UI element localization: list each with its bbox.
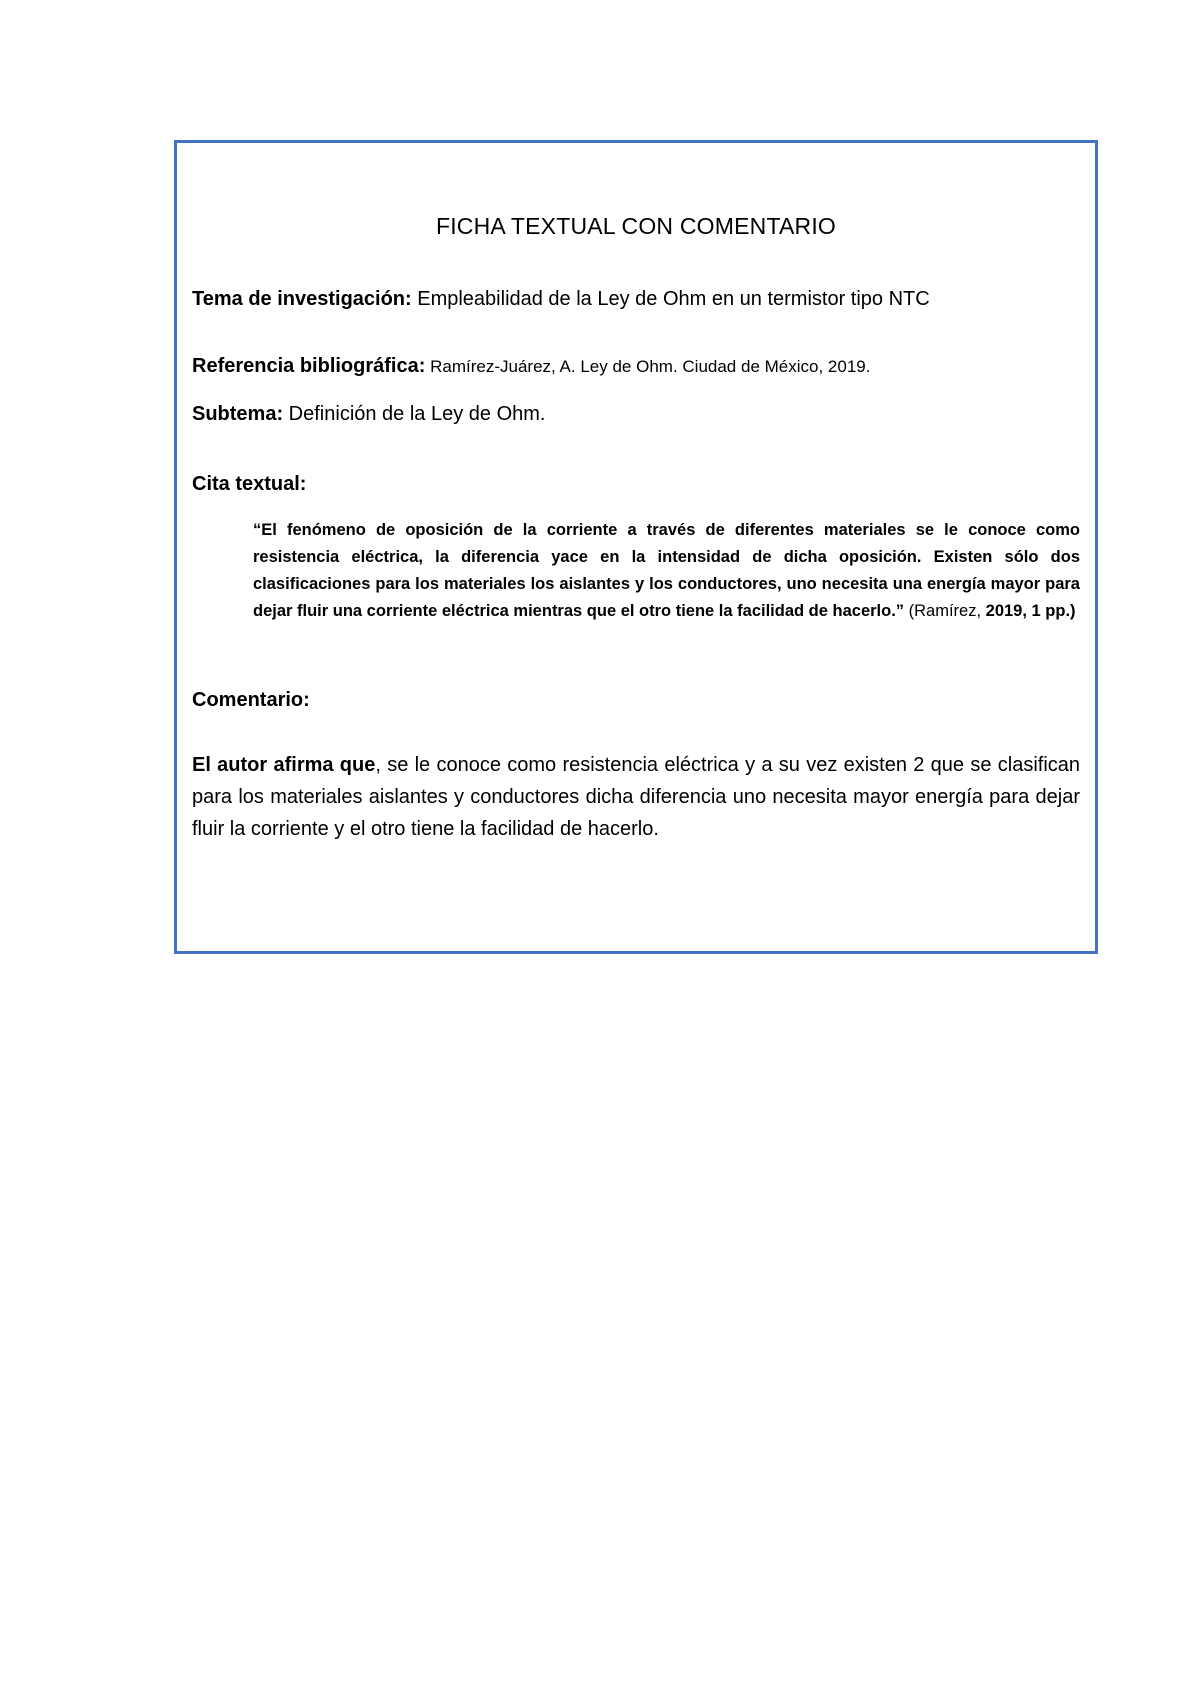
tema-label: Tema de investigación: [192, 288, 412, 310]
quote-text: “El fenómeno de oposición de la corriente a través de diferentes materiales se le conoce como resistencia eléctrica, la diferencia yace en la intensidad de dicha oposición. Existen sólo dos clasificaciones para los materiales los aislantes y los conductores, uno necesita una energía mayor para dejar fluir una corriente eléctrica mientras que el otro tiene la facilidad de hacerlo.” [253, 521, 1080, 620]
comentario-lead: El autor afirma que [192, 754, 376, 776]
cita-heading [192, 473, 1080, 496]
subtema-line [192, 403, 1080, 426]
comentario-body: , se le conoce como resistencia eléctrica y a su vez existen 2 que se clasifican para los materiales aislantes y conductores dicha diferencia uno necesita mayor energía para dejar fluir la corriente y el otro tiene la facilidad de hacerlo. [192, 754, 1081, 840]
comentario-text [192, 749, 1080, 845]
card-title: FICHA TEXTUAL CON COMENTARIO [435, 213, 837, 239]
subtema-value: Definición de la Ley de Ohm. [283, 403, 546, 425]
quote-source-rest: 2019, 1 pp.) [981, 602, 1076, 620]
comentario-label: Comentario: [192, 689, 310, 711]
comentario-heading [192, 689, 1080, 712]
cita-quote [253, 517, 1080, 625]
quote-source-open: (Ramírez, [904, 602, 982, 620]
referencia-label: Referencia bibliográfica: [192, 355, 426, 377]
referencia-value: Ramírez-Juárez, A. Ley de Ohm. Ciudad de México, 2019. [425, 357, 871, 376]
cita-label: Cita textual: [192, 473, 307, 495]
ficha-textual-card [174, 140, 1098, 954]
subtema-label: Subtema: [192, 403, 284, 425]
referencia-line [192, 355, 1080, 378]
tema-value: Empleabilidad de la Ley de Ohm en un termistor tipo NTC [411, 288, 930, 310]
tema-line [192, 288, 1080, 311]
